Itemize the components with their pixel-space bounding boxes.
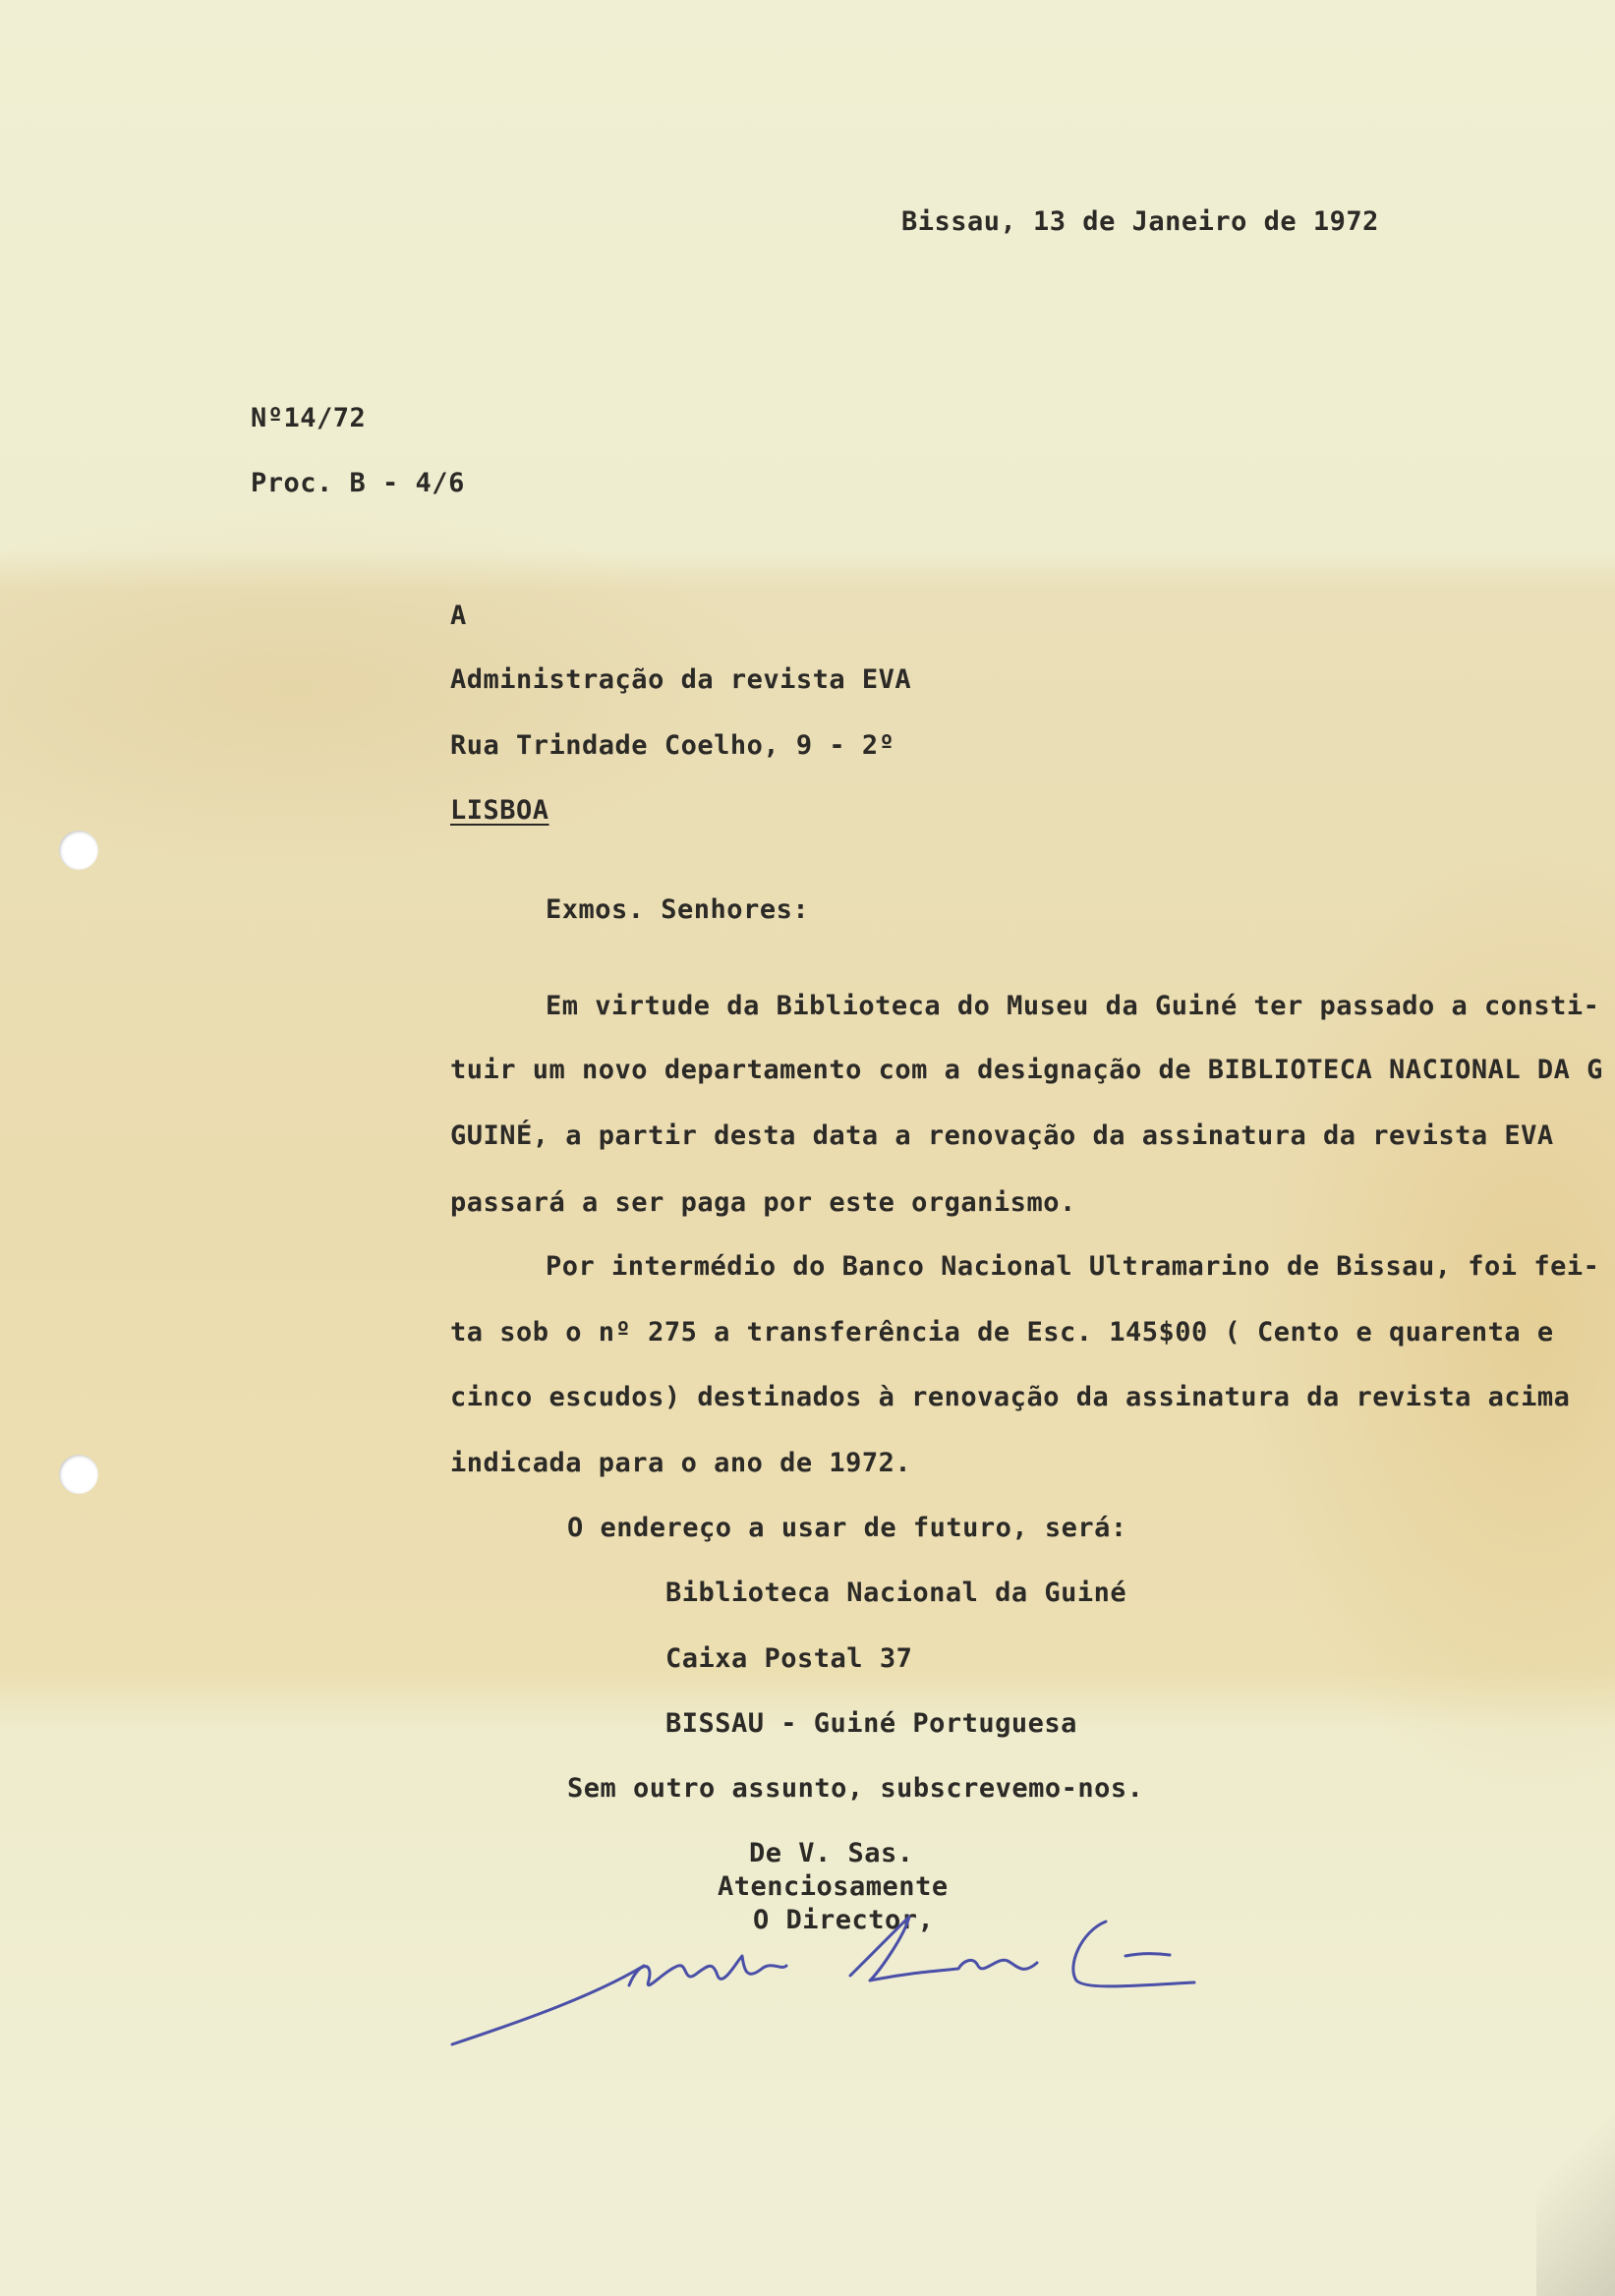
closing-line: Sem outro assunto, subscrevemo-nos. — [567, 1773, 1144, 1804]
director-signature — [447, 1912, 1214, 2049]
punch-hole-upper — [59, 831, 98, 870]
signature-stroke-underline-left — [452, 1966, 644, 2044]
paragraph1-line3: GUINÉ, a partir desta data a renovação da assinatura da revista EVA — [450, 1120, 1554, 1151]
process-number: Proc. B - 4/6 — [251, 468, 465, 498]
closing-line3: O Director, — [753, 1905, 935, 1935]
paragraph2-line4: indicada para o ano de 1972. — [450, 1448, 912, 1478]
recipient-street: Rua Trindade Coelho, 9 - 2º — [450, 730, 895, 761]
signature-stroke-first-word — [629, 1956, 786, 1985]
signature-stroke-dash — [1125, 1954, 1170, 1956]
paragraph1-line4: passará a ser paga por este organismo. — [450, 1187, 1076, 1218]
address-intro: O endereço a usar de futuro, será: — [567, 1513, 1127, 1543]
page-shadow — [1536, 2001, 1615, 2296]
place-date: Bissau, 13 de Janeiro de 1972 — [901, 206, 1379, 237]
reference-number: Nº14/72 — [251, 403, 367, 433]
closing-line1: De V. Sas. — [749, 1838, 914, 1868]
greeting: Exmos. Senhores: — [546, 894, 810, 925]
new-address-line2: Caixa Postal 37 — [665, 1643, 913, 1674]
recipient-prefix: A — [450, 601, 467, 631]
paragraph2-line3: cinco escudos) destinados à renovação da assinatura da revista acima — [450, 1382, 1571, 1412]
closing-line2: Atenciosamente — [718, 1871, 949, 1902]
paragraph1-line2: tuir um novo departamento com a designação de BIBLIOTECA NACIONAL DA G — [450, 1055, 1603, 1085]
recipient-name: Administração da revista EVA — [450, 664, 912, 695]
recipient-city: LISBOA — [450, 795, 549, 826]
paragraph2-line1: Por intermédio do Banco Nacional Ultramarino de Bissau, foi fei- — [546, 1251, 1600, 1282]
punch-hole-lower — [59, 1455, 98, 1494]
paragraph1-line1: Em virtude da Biblioteca do Museu da Guiné ter passado a consti- — [546, 991, 1600, 1021]
new-address-line1: Biblioteca Nacional da Guiné — [665, 1578, 1127, 1608]
new-address-line3: BISSAU - Guiné Portuguesa — [665, 1708, 1077, 1739]
paragraph2-line2: ta sob o nº 275 a transferência de Esc. 145$00 ( Cento e quarenta e — [450, 1317, 1554, 1348]
signature-stroke-second-word — [850, 1917, 1037, 1980]
